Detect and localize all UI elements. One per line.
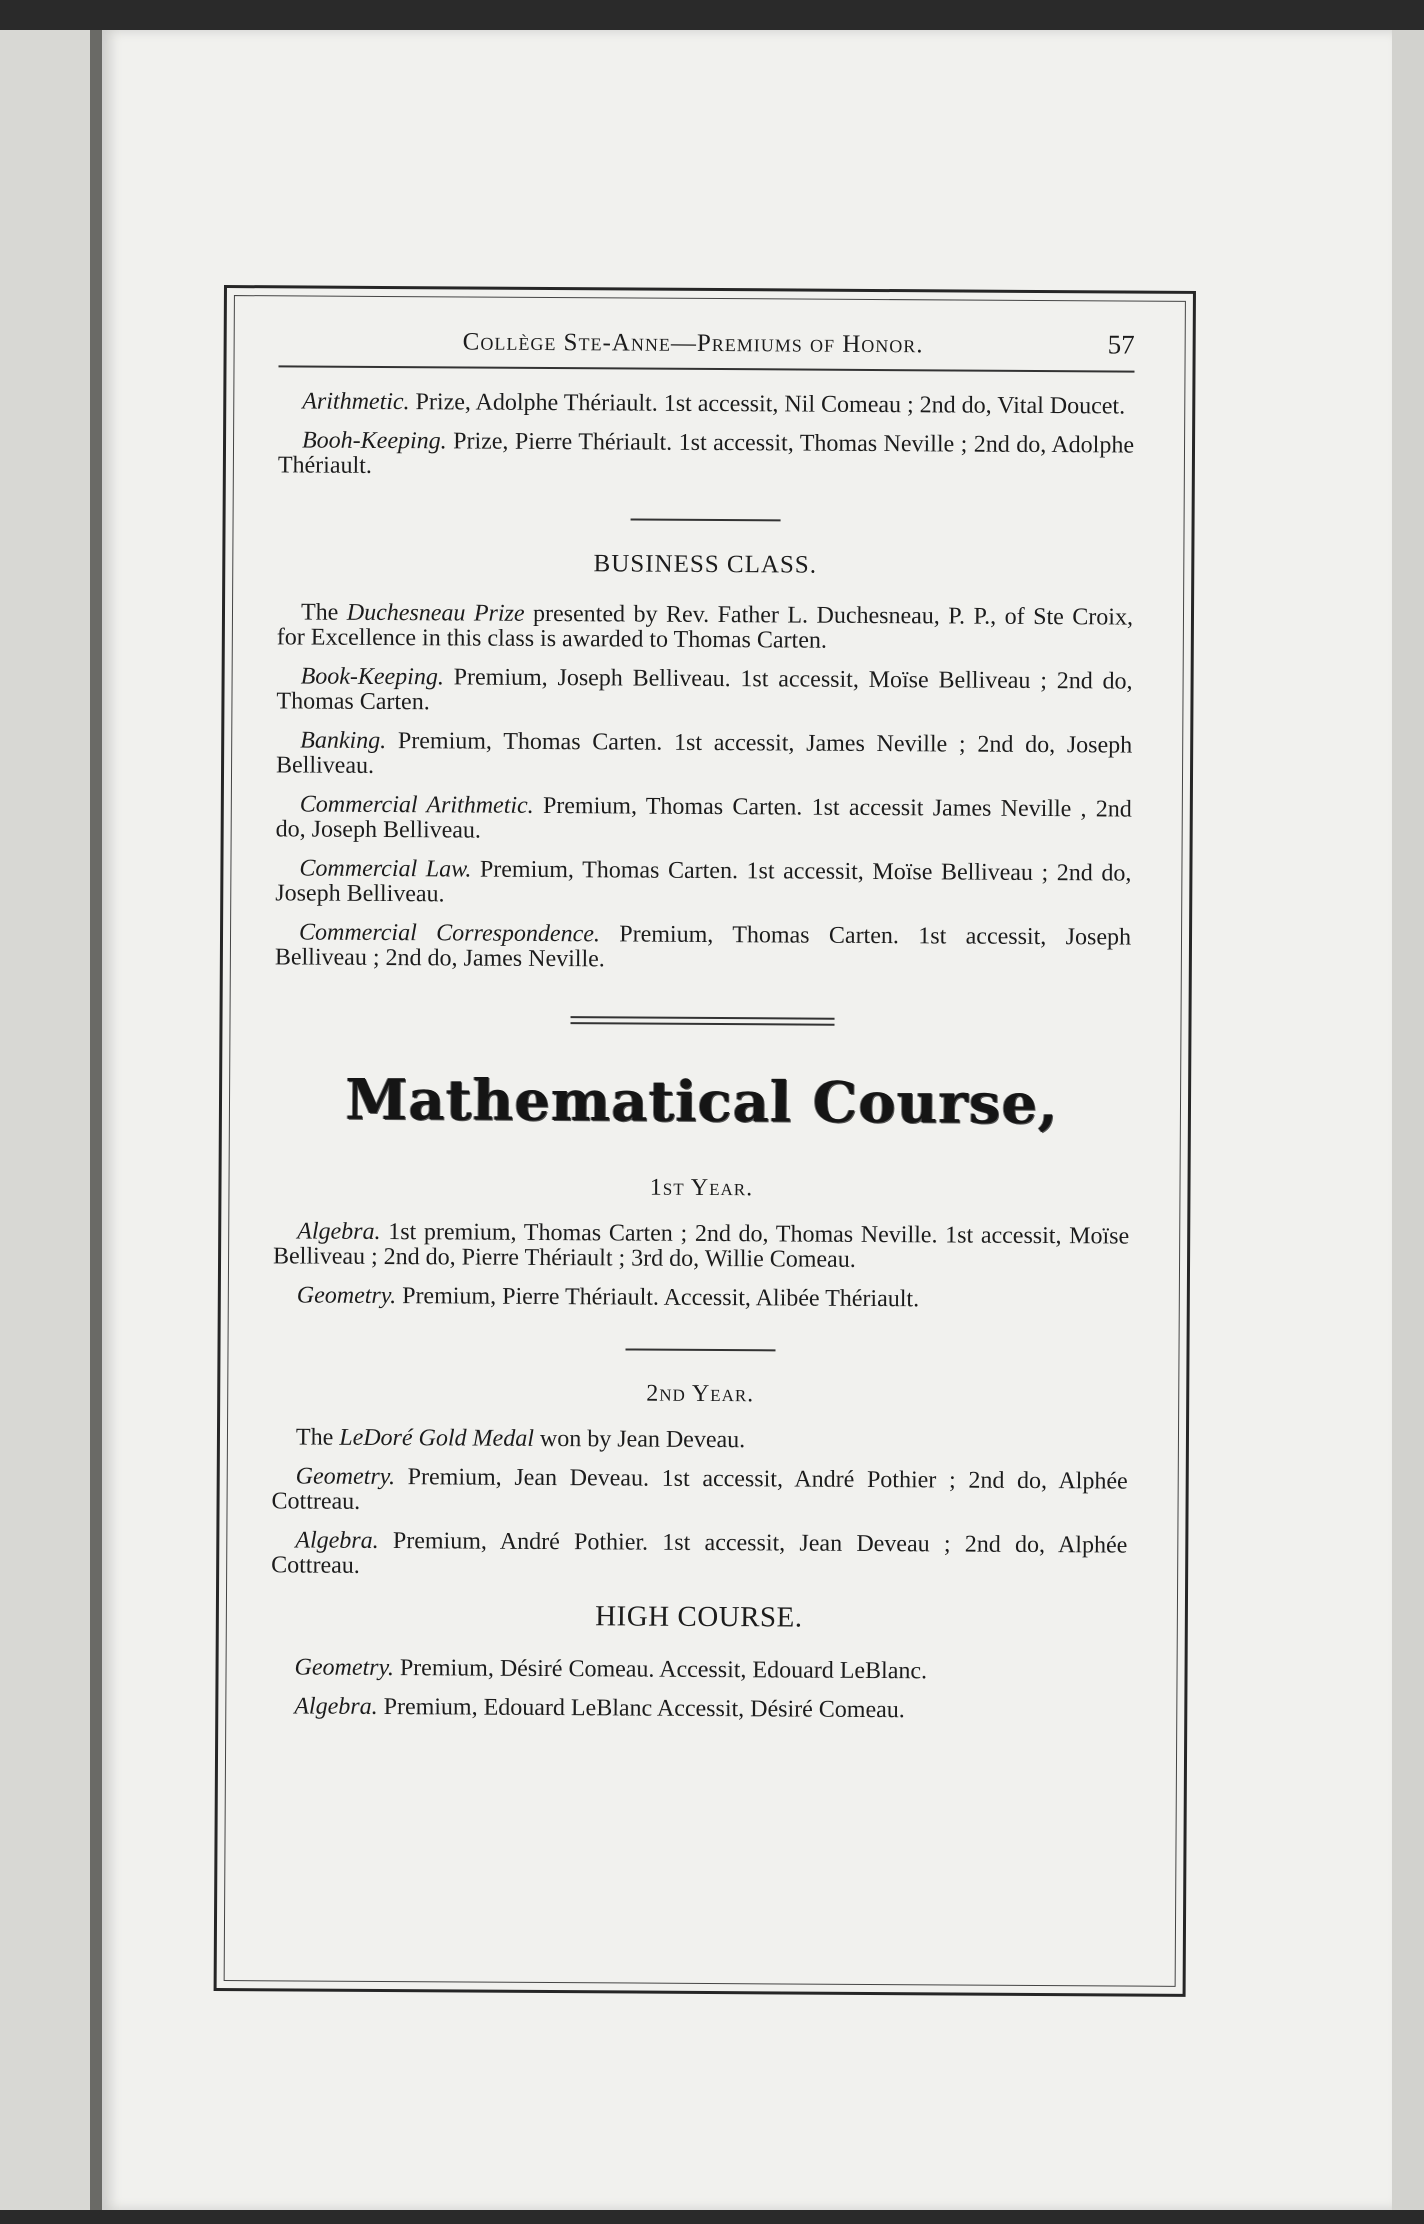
page-edge-right [1392,30,1424,2210]
award-text: 1st premium, Thomas Carten ; 2nd do, Thomas Neville. 1st accessit, Moïse Belliveau ; 2nd do, Pierre Thériault ; 3rd do, Willie Comeau. [272,1218,1130,1273]
award-entry [278,428,1134,483]
award-text: Premium, André Pothier. 1st accessit, Jean Deveau ; 2nd do, Alphée Cottreau. [271,1527,1128,1579]
business-class-heading: BUSINESS CLASS. [593,550,818,579]
page-border-frame [214,285,1196,1997]
subject-name: Arithmetic. [302,388,410,416]
subject-name: Algebra. [297,1218,381,1245]
award-text: Premium, Thomas Carten. 1st accessit, Moïse Belliveau ; 2nd do, Joseph Belliveau. [275,856,1132,908]
award-entry [271,1528,1127,1583]
medal-name: LeDoré Gold Medal [339,1424,534,1452]
award-entry [271,1464,1127,1519]
prize-name: Duchesneau Prize [346,599,525,627]
page-number: 57 [1107,329,1135,360]
first-year-heading: 1st Year. [649,1174,754,1202]
award-entry [276,728,1132,783]
subject-name: Algebra. [294,1693,378,1720]
award-text: Premium, Joseph Belliveau. 1st accessit, Moïse Belliveau ; 2nd do, Thomas Carten. [276,664,1133,716]
running-header [278,324,1134,372]
award-text: Premium, Edouard LeBlanc Accessit, Désiré Comeau. [377,1693,905,1724]
award-text: Premium, Jean Deveau. 1st accessit, André Pothier ; 2nd do, Alphée Cottreau. [271,1464,1128,1515]
subject-name: Geometry. [294,1654,394,1682]
book-spine [90,30,102,2210]
second-year-heading: 2nd Year. [646,1380,755,1408]
award-entry [278,389,1134,419]
page-content [270,324,1135,1738]
mathematical-course-heading: Mathematical Course, [345,1066,1059,1138]
award-text: Premium, Thomas Carten. 1st accessit, Joseph Belliveau ; 2nd do, James Neville. [274,921,1132,973]
subject-name: Banking. [300,727,387,754]
award-entry [270,1655,1126,1685]
award-entry [270,1694,1126,1724]
award-entry [273,1283,1129,1313]
award-text: Premium, Désiré Comeau. Accessit, Edouard LeBlanc. [393,1655,928,1685]
award-entry [276,792,1132,847]
prize-entry: The Duchesneau Prize presented by Rev. Father L. Duchesneau, P. P., of Ste Croix, for Excellence in this class is awarded to Thomas Carten. [276,599,1134,654]
medal-entry: The LeDoré Gold Medal won by Jean Deveau. [295,1424,746,1454]
award-text: Prize, Adolphe Thériault. 1st accessit, Nil Comeau ; 2nd do, Vital Doucet. [409,389,1126,420]
award-entry [275,856,1131,911]
high-course-heading: HIGH COURSE. [595,1600,803,1634]
award-entry [276,664,1132,719]
award-text: Premium, Thomas Carten. 1st accessit, James Neville ; 2nd do, Joseph Belliveau. [275,727,1133,779]
subject-name: Geometry. [295,1463,396,1491]
scan-border-top [0,0,1424,34]
section-divider [625,1348,775,1351]
award-text: Premium, Thomas Carten. 1st accessit James Neville , 2nd do, Joseph Belliveau. [275,792,1132,844]
running-header-title: Collège Ste-Anne—Premiums of Honor. [462,328,924,359]
subject-name: Algebra. [295,1527,379,1554]
subject-name: Geometry. [296,1282,397,1310]
section-divider [631,518,781,521]
subject-name: Commercial Correspondence. [298,919,601,948]
facing-page-edge [0,30,98,2210]
double-rule-divider [570,1016,834,1030]
award-entry [273,1219,1129,1274]
award-text: Prize, Pierre Thériault. 1st accessit, Thomas Neville ; 2nd do, Adolphe Thériault. [277,428,1135,479]
subject-name: Booh-Keeping. [301,427,447,455]
award-entry [275,920,1131,975]
award-text: Premium, Pierre Thériault. Accessit, Alibée Thériault. [396,1283,920,1313]
subject-name: Commercial Law. [299,855,472,883]
scan-border-bottom [0,2210,1424,2224]
subject-name: Commercial Arithmetic. [299,791,534,819]
subject-name: Book-Keeping. [300,663,444,691]
